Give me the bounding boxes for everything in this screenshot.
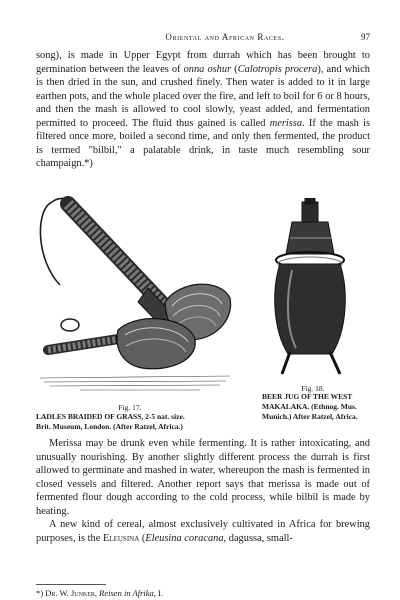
page-number: 97 [361,32,370,42]
caption-line: Munich.) After Ratzel, Africa. [262,412,358,421]
paragraph-1 [36,49,370,171]
figure-18-caption [262,392,377,422]
caption-line: BEER JUG OF THE WEST [262,392,353,401]
ground-hatching [40,376,230,390]
text-span: song), is made in Upper Egypt from durrah which has been brought to germination between the leaves of [36,50,370,75]
footnote-marker: *) [36,588,46,598]
paragraph-2: Merissa may be drunk even while fermenting. It is rather intoxicating, and unusually nourishing. By another slightly different process the durrah is first allowed to germinate and mashed in water, whereupon the mash is fermented in closed vessels and filtered. Another report says that merissa is made out of fermented flour dough according to the cold process, while bilbil is made by heating. [36,438,370,517]
figure-17-number: Fig. 17. [118,403,142,412]
italic-term: merissa [269,117,303,129]
footnote-title: Reisen in Afrika [99,588,154,598]
figure-17-ladles-illustration [30,190,235,400]
paragraph-3 [36,518,370,545]
text-span: , dagussa, small- [223,532,293,544]
text-span: A new kind of cereal, almost exclusively cultivated in Africa for brewing purposes, is the [36,519,370,544]
caption-line: MAKALAKA. (Ethnog. Mus. [262,402,357,411]
figure-17-caption [36,412,246,432]
figure-18-beer-jug-illustration [262,198,362,378]
footnote-rule [36,584,106,585]
text-span: ( [139,532,146,544]
footnote [36,588,163,598]
running-head: Oriental and African Races. [165,32,285,42]
jug [275,198,346,374]
text-span: ( [231,63,238,75]
text-span: . If the mash is filtered once more, boiled a second time, and only then fermented, the product is termed "bilbil," a palatable drink, in taste much resembling sour champaign.*) [36,117,370,169]
caption-line: LADLES BRAIDED OF GRASS, 2-5 nat. size. [36,412,185,421]
figure-18-number: Fig. 18. [301,384,325,393]
italic-term: Calotropis procera [237,63,318,75]
italic-term: onna oshur [183,63,232,75]
footnote-vol: , I. [153,588,164,598]
ladle-small [48,319,195,369]
footnote-sep: , [94,588,100,598]
small-caps-term: Eleusina [102,532,140,544]
caption-line: Brit. Museum, London. (After Ratzel, Africa.) [36,422,183,431]
italic-term: Eleusina coracana [145,532,224,544]
footnote-author: Dr. W. Junker [45,588,95,598]
text-span: ), and which is then dried in the sun, and crushed finely. Then water is added to it in large earthen pots, and the whole placed over the fire, and left to boil for 6 or 8 hours, and then the mash is allowed to cool slowly, yeast added, and fermentation permitted to proceed. The fluid thus gained is called [36,63,371,129]
